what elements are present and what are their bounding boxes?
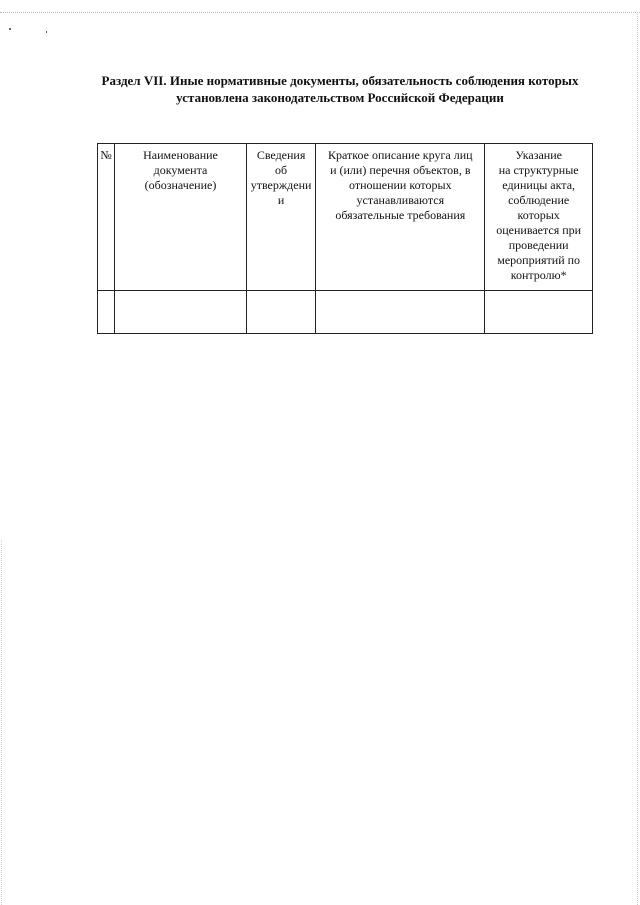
table-cell [115,291,247,334]
header-line: Сведения [256,148,306,162]
header-line: утверждени [250,178,312,192]
section-title [80,72,600,106]
header-line: контролю* [510,268,567,282]
header-line: соблюдение [508,193,570,207]
table-cell [485,291,593,334]
header-line: отношении которых [349,178,452,192]
header-line: об [275,163,288,177]
documents-table [97,143,593,334]
scan-speck [46,31,47,33]
header-line: оценивается при [496,223,582,237]
header-line: Указание [515,148,562,162]
header-line: Краткое описание круга лиц [328,148,473,162]
table-cell [246,291,315,334]
scan-speck [9,28,11,30]
table-cell [316,291,485,334]
header-document-name [115,144,247,291]
table-row [98,291,593,334]
header-number [98,144,115,291]
scan-edge-right [637,12,638,905]
header-line: единицы акта, [502,178,576,192]
header-line: на структурные [498,163,579,177]
table-cell [98,291,115,334]
header-line: Наименование [143,148,218,162]
scan-edge-top [0,12,640,13]
header-line: мероприятий по [497,253,581,267]
header-line: документа [153,163,208,177]
header-approval-info [246,144,315,291]
scan-edge-left [1,540,2,905]
header-line: № [100,148,112,162]
header-line: устанавливаются [356,193,445,207]
table-header-row [98,144,593,291]
header-line: обязательные требования [335,208,466,222]
header-line: проведении [508,238,569,252]
header-line: (обозначение) [144,178,217,192]
header-line: и (или) перечня объектов, в [330,163,471,177]
header-line: которых [517,208,560,222]
section-title-line: Раздел VII. Иные нормативные документы, обязательность соблюдения которых [101,73,579,88]
header-description [316,144,485,291]
header-line: и [277,193,285,207]
section-title-line: установлена законодательством Российской Федерации [176,90,504,105]
header-structural-units [485,144,593,291]
